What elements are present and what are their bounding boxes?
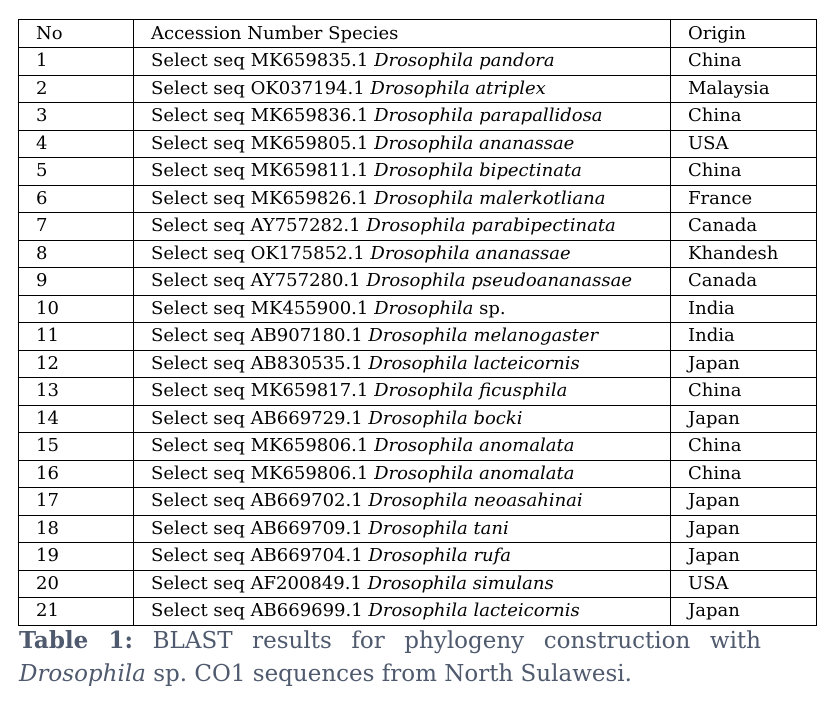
- row-accession-species: [134, 75, 671, 103]
- row-number: 16: [19, 460, 134, 488]
- row-origin: Japan: [671, 405, 817, 433]
- row-origin: China: [671, 158, 817, 186]
- accession-number: Select seq AB830535.1: [151, 352, 363, 374]
- row-origin: Japan: [671, 488, 817, 516]
- row-number: 11: [19, 323, 134, 351]
- row-origin: China: [671, 378, 817, 406]
- row-number: 6: [19, 185, 134, 213]
- species-name: Drosophila ficusphila: [374, 380, 568, 402]
- table-row: [19, 433, 817, 461]
- row-number: 14: [19, 405, 134, 433]
- accession-number: Select seq MK659806.1: [151, 462, 369, 484]
- row-number: 5: [19, 158, 134, 186]
- row-number: 13: [19, 378, 134, 406]
- accession-number: Select seq MK659835.1: [151, 50, 369, 72]
- accession-number: Select seq MK455900.1: [151, 297, 369, 319]
- row-accession-species: [134, 570, 671, 598]
- row-number: 8: [19, 240, 134, 268]
- caption-text: BLAST results for phylogeny construction with: [152, 628, 761, 654]
- row-origin: India: [671, 295, 817, 323]
- row-accession-species: [134, 48, 671, 76]
- species-suffix: sp.: [473, 297, 506, 319]
- blast-results-table: [18, 19, 817, 626]
- header-no: No: [19, 20, 134, 48]
- table-row: [19, 268, 817, 296]
- row-accession-species: [134, 130, 671, 158]
- row-accession-species: [134, 240, 671, 268]
- species-name: Drosophila atriplex: [370, 77, 546, 99]
- header-accession-species: Accession Number Species: [134, 20, 671, 48]
- row-accession-species: [134, 268, 671, 296]
- row-origin: Canada: [671, 213, 817, 241]
- table-row: [19, 405, 817, 433]
- row-number: 17: [19, 488, 134, 516]
- row-accession-species: [134, 103, 671, 131]
- row-number: 7: [19, 213, 134, 241]
- species-name: Drosophila bipectinata: [374, 160, 582, 182]
- accession-number: Select seq MK659811.1: [151, 160, 369, 182]
- accession-number: Select seq MK659805.1: [151, 132, 369, 154]
- species-name: Drosophila parabipectinata: [366, 215, 616, 237]
- row-accession-species: [134, 158, 671, 186]
- table-row: [19, 488, 817, 516]
- row-accession-species: [134, 488, 671, 516]
- row-origin: Japan: [671, 598, 817, 626]
- species-name: Drosophila anomalata: [374, 462, 575, 484]
- row-origin: USA: [671, 570, 817, 598]
- row-number: 12: [19, 350, 134, 378]
- accession-number: Select seq MK659806.1: [151, 435, 369, 457]
- row-number: 4: [19, 130, 134, 158]
- species-name: Drosophila malerkotliana: [374, 187, 606, 209]
- table-row: [19, 570, 817, 598]
- species-name: Drosophila ananassae: [374, 132, 575, 154]
- row-origin: Khandesh: [671, 240, 817, 268]
- accession-number: Select seq AB669729.1: [151, 407, 363, 429]
- table-row: [19, 158, 817, 186]
- table-row: [19, 130, 817, 158]
- table-row: [19, 213, 817, 241]
- row-number: 9: [19, 268, 134, 296]
- accession-number: Select seq AB669704.1: [151, 545, 363, 567]
- species-name: Drosophila melanogaster: [368, 325, 599, 347]
- accession-number: Select seq MK659817.1: [151, 380, 369, 402]
- row-accession-species: [134, 598, 671, 626]
- row-accession-species: [134, 433, 671, 461]
- species-name: Drosophila pandora: [374, 50, 555, 72]
- table-row: [19, 75, 817, 103]
- table-header-row: [19, 20, 817, 48]
- row-number: 19: [19, 543, 134, 571]
- species-name: Drosophila pseudoananassae: [366, 270, 632, 292]
- species-name: Drosophila anomalata: [374, 435, 575, 457]
- species-name: Drosophila parapallidosa: [374, 105, 603, 127]
- row-number: 1: [19, 48, 134, 76]
- row-origin: China: [671, 460, 817, 488]
- row-origin: Canada: [671, 268, 817, 296]
- accession-number: Select seq OK175852.1: [151, 242, 365, 264]
- row-number: 15: [19, 433, 134, 461]
- caption-genus: Drosophila: [19, 661, 146, 687]
- species-name: Drosophila tani: [368, 517, 509, 539]
- row-accession-species: [134, 213, 671, 241]
- species-name: Drosophila simulans: [367, 572, 554, 594]
- table-row: [19, 460, 817, 488]
- row-origin: Japan: [671, 543, 817, 571]
- species-name: Drosophila lacteicornis: [368, 600, 580, 622]
- table-row: [19, 240, 817, 268]
- row-accession-species: [134, 295, 671, 323]
- accession-number: Select seq MK659836.1: [151, 105, 369, 127]
- row-number: 2: [19, 75, 134, 103]
- accession-number: Select seq AF200849.1: [151, 572, 362, 594]
- table-row: [19, 350, 817, 378]
- table-row: [19, 48, 817, 76]
- species-name: Drosophila neoasahinai: [368, 490, 583, 512]
- accession-number: Select seq OK037194.1: [151, 77, 365, 99]
- row-origin: USA: [671, 130, 817, 158]
- accession-number: Select seq AB669702.1: [151, 490, 363, 512]
- table-row: [19, 515, 817, 543]
- caption-label: Table 1:: [19, 627, 134, 654]
- species-name: Drosophila: [374, 297, 474, 319]
- row-number: 20: [19, 570, 134, 598]
- species-name: Drosophila bocki: [368, 407, 523, 429]
- row-number: 21: [19, 598, 134, 626]
- accession-number: Select seq AY757280.1: [151, 270, 361, 292]
- row-origin: China: [671, 433, 817, 461]
- row-origin: China: [671, 48, 817, 76]
- table-row: [19, 323, 817, 351]
- row-number: 3: [19, 103, 134, 131]
- row-accession-species: [134, 350, 671, 378]
- row-origin: India: [671, 323, 817, 351]
- accession-number: Select seq AB669709.1: [151, 517, 363, 539]
- caption-text-rest: sp. CO1 sequences from North Sulawesi.: [145, 661, 632, 687]
- caption-line-1: [19, 624, 761, 658]
- row-origin: France: [671, 185, 817, 213]
- row-accession-species: [134, 405, 671, 433]
- table-row: [19, 543, 817, 571]
- row-accession-species: [134, 515, 671, 543]
- row-accession-species: [134, 378, 671, 406]
- table-row: [19, 598, 817, 626]
- table-row: [19, 378, 817, 406]
- species-name: Drosophila rufa: [368, 545, 512, 567]
- row-number: 10: [19, 295, 134, 323]
- table-body: [19, 48, 817, 626]
- table-row: [19, 103, 817, 131]
- accession-number: Select seq MK659826.1: [151, 187, 369, 209]
- row-accession-species: [134, 185, 671, 213]
- row-accession-species: [134, 323, 671, 351]
- table-row: [19, 295, 817, 323]
- row-accession-species: [134, 460, 671, 488]
- header-origin: Origin: [671, 20, 817, 48]
- species-name: Drosophila ananassae: [370, 242, 571, 264]
- row-origin: China: [671, 103, 817, 131]
- row-number: 18: [19, 515, 134, 543]
- accession-number: Select seq AB669699.1: [151, 600, 363, 622]
- accession-number: Select seq AY757282.1: [151, 215, 361, 237]
- table-row: [19, 185, 817, 213]
- row-origin: Japan: [671, 350, 817, 378]
- table-caption: [19, 624, 761, 691]
- row-origin: Malaysia: [671, 75, 817, 103]
- accession-number: Select seq AB907180.1: [151, 325, 363, 347]
- row-origin: Japan: [671, 515, 817, 543]
- species-name: Drosophila lacteicornis: [368, 352, 580, 374]
- row-accession-species: [134, 543, 671, 571]
